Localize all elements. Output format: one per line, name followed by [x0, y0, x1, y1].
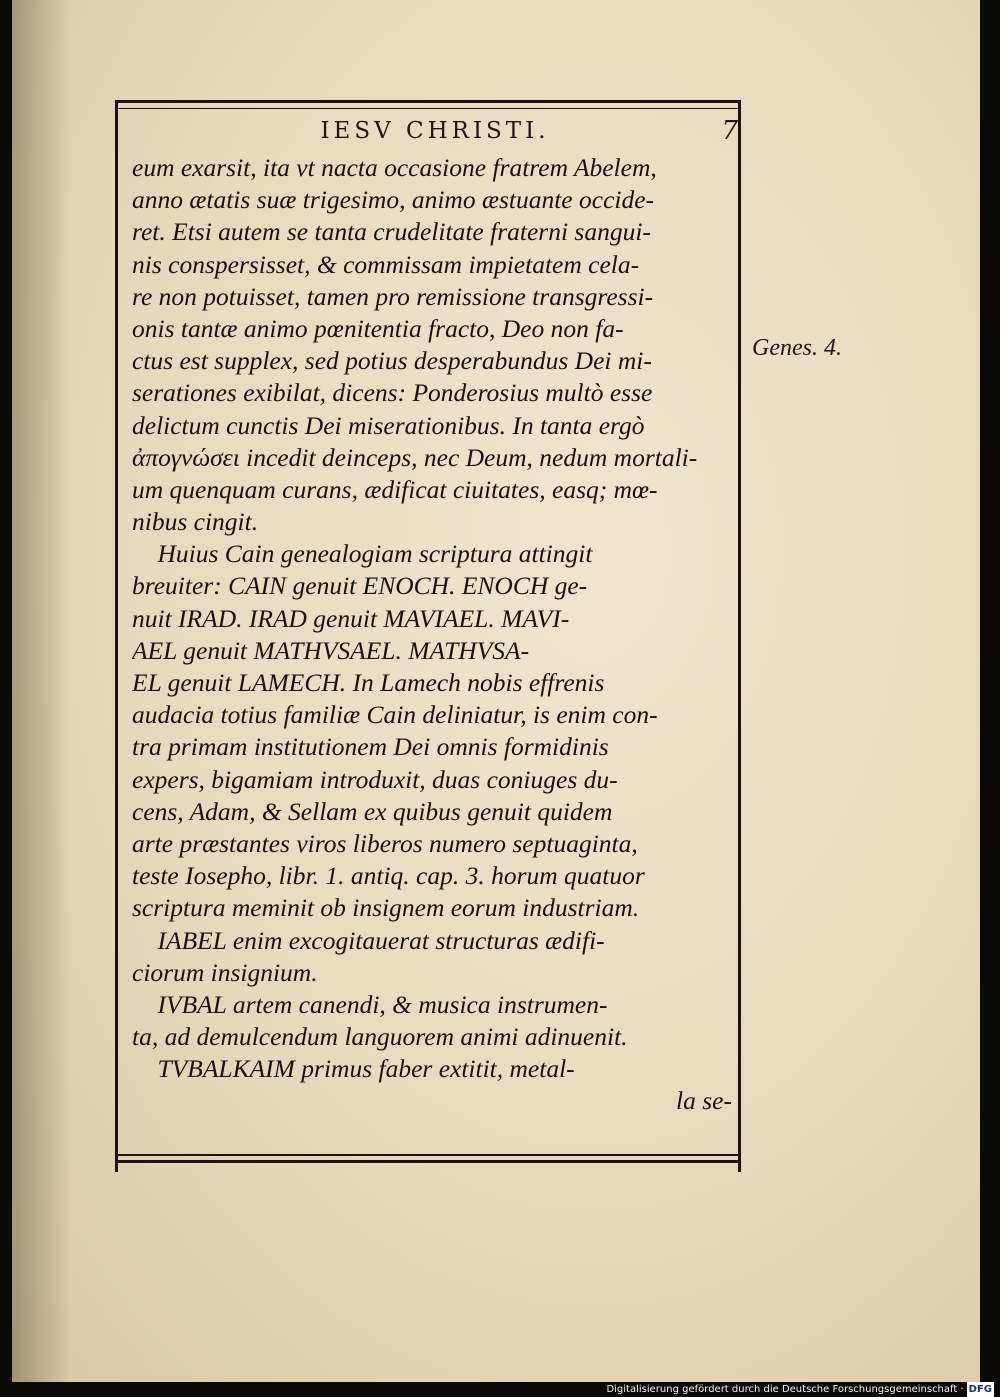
- text-line: audacia totius familiæ Cain deliniatur, is enim con-: [132, 700, 658, 730]
- text-line: serationes exibilat, dicens: Ponderosius multò esse: [132, 378, 653, 408]
- text-line: IVBAL artem canendi, & musica instrumen-: [132, 989, 608, 1019]
- text-line: um quenquam curans, ædificat ciuitates, easq; mœ-: [132, 474, 658, 504]
- text-line: ciorum insignium.: [132, 957, 318, 987]
- top-rule: [115, 100, 741, 103]
- text-line: ret. Etsi autem se tanta crudelitate fraterni sangui-: [132, 217, 651, 247]
- credit-text: Digitalisierung gefördert durch die Deutsche Forschungsgemeinschaft ·: [606, 1384, 964, 1395]
- digitization-credit: [600, 1382, 1000, 1397]
- text-line: scriptura meminit ob insignem eorum industriam.: [132, 893, 640, 923]
- text-line: cens, Adam, & Sellam ex quibus genuit quidem: [132, 796, 613, 826]
- text-line: ta, ad demulcendum languorem animi adinuenit.: [132, 1022, 628, 1052]
- page-header: [130, 114, 740, 150]
- text-line: nis conspersisset, & commissam impietatem cela-: [132, 249, 640, 279]
- text-line: anno ætatis suæ trigesimo, animo æstuante occide-: [132, 185, 655, 215]
- text-line: re non potuisset, tamen pro remissione transgressi-: [132, 281, 654, 311]
- page-gutter-shadow: [12, 0, 72, 1382]
- text-line: teste Iosepho, libr. 1. antiq. cap. 3. horum quatuor: [132, 861, 645, 891]
- page-number: 7: [721, 116, 738, 146]
- bottom-rule-thin: [115, 1154, 741, 1156]
- text-line: breuiter: CAIN genuit ENOCH. ENOCH ge-: [132, 571, 588, 601]
- dfg-logo: DFG: [968, 1384, 992, 1395]
- text-line: onis tantæ animo pœnitentia fracto, Deo non fa-: [132, 313, 624, 343]
- text-line: ἀπογνώσει incedit deinceps, nec Deum, nedum mortali-: [132, 442, 698, 472]
- marginal-note: Genes. 4.: [752, 335, 842, 361]
- text-line: nibus cingit.: [132, 507, 259, 537]
- text-line: AEL genuit MATHVSAEL. MATHVSA-: [132, 635, 530, 665]
- text-line: la se-: [676, 1086, 732, 1116]
- text-line: tra primam institutionem Dei omnis formidinis: [132, 732, 609, 762]
- bottom-rule: [115, 1160, 741, 1163]
- text-line: arte præstantes viros liberos numero septuaginta,: [132, 828, 638, 858]
- running-head: IESV CHRISTI.: [320, 118, 550, 144]
- text-line: EL genuit LAMECH. In Lamech nobis effrenis: [132, 668, 605, 697]
- text-line: nuit IRAD. IRAD genuit MAVIAEL. MAVI-: [132, 603, 570, 633]
- text-line: eum exarsit, ita vt nacta occasione fratrem Abelem,: [132, 153, 657, 182]
- text-line: ctus est supplex, sed potius desperabundus Dei mi-: [132, 346, 652, 376]
- text-line: IABEL enim excogitauerat structuras ædifi-: [132, 925, 605, 955]
- text-line: TVBALKAIM primus faber extitit, metal-: [132, 1054, 575, 1084]
- text-line: delictum cunctis Dei miserationibus. In tanta ergò: [132, 410, 645, 440]
- top-rule-thin: [115, 108, 741, 109]
- body-text: [132, 152, 732, 1118]
- text-line: Huius Cain genealogiam scriptura attingit: [132, 539, 593, 569]
- text-line: expers, bigamiam introduxit, duas coniuges du-: [132, 764, 618, 794]
